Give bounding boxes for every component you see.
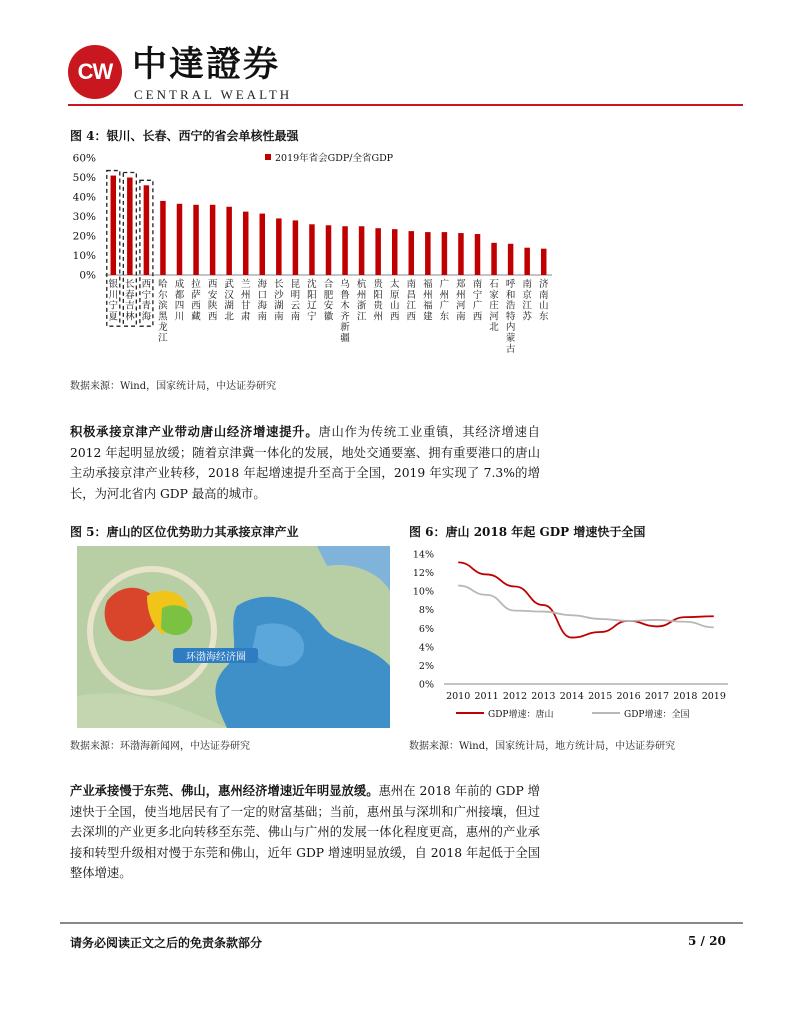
bar: [309, 224, 315, 275]
y-tick-label: 50%: [72, 172, 96, 184]
legend-label-national: GDP增速：全国: [624, 710, 690, 720]
legend-label-tangshan: GDP增速：唐山: [488, 710, 554, 720]
y-tick-label: 20%: [72, 230, 96, 243]
figure-5-source: 数据来源：环渤海新闻网，中达证券研究: [70, 741, 250, 752]
x-tick-label: 昆明云南: [290, 279, 301, 323]
bar: [127, 178, 133, 276]
x-tick-label: 南宁广西: [472, 279, 483, 323]
x-tick-label: 贵阳贵州: [373, 279, 383, 323]
bar: [524, 248, 530, 275]
bar: [442, 232, 448, 275]
footer-disclaimer: 请务必阅读正文之后的免责条款部分: [70, 936, 263, 950]
x-tick-label: 哈尔滨黑龙江: [158, 279, 168, 344]
legend-swatch: [265, 154, 271, 160]
x-tick-label: 郑州河南: [456, 279, 466, 323]
bar: [160, 201, 166, 275]
bar: [342, 226, 348, 275]
y-tick-label: 10%: [72, 250, 96, 262]
x-tick-label: 武汉湖北: [224, 279, 234, 323]
figure-6-title: 图 6：唐山 2018 年起 GDP 增速快于全国: [409, 525, 646, 539]
bar: [210, 205, 216, 275]
bar: [458, 233, 464, 275]
bar: [177, 204, 183, 275]
figure-4-bar-chart: [60, 148, 560, 378]
logo-mark: CW: [77, 59, 113, 84]
figure-5-title: 图 5：唐山的区位优势助力其承接京津产业: [70, 525, 299, 539]
y-tick-label: 8%: [418, 605, 434, 617]
axes: [413, 550, 728, 703]
legend: [265, 152, 394, 164]
y-tick-label: 14%: [412, 549, 434, 561]
x-tick-label: 2012: [502, 691, 528, 702]
bar: [359, 226, 365, 275]
x-tick-label: 西宁青海: [141, 279, 152, 323]
x-tick-label: 兰州甘肃: [240, 279, 251, 323]
x-tick-label: 乌鲁木齐新疆: [340, 279, 350, 344]
bar: [409, 231, 415, 275]
paragraph-lead: 产业承接慢于东莞、佛山，惠州经济增速近年明显放缓。: [70, 783, 379, 798]
y-tick-label: 0%: [79, 269, 96, 282]
y-tick-label: 30%: [72, 211, 96, 223]
x-tick-label: 2018: [673, 691, 698, 702]
figure-5-map: [77, 546, 390, 728]
bar: [425, 232, 431, 275]
x-tick-label: 2015: [588, 691, 613, 702]
bar: [491, 243, 497, 275]
x-tick-label: 合肥安徽: [323, 279, 334, 323]
x-tick-label: 石家庄河北: [489, 279, 499, 334]
footer-divider: [60, 922, 743, 924]
x-tick-label: 2013: [531, 691, 556, 702]
company-name: 中達證券: [132, 44, 281, 85]
x-tick-label: 拉萨西藏: [191, 279, 201, 323]
x-tick-label: 长沙湖南: [274, 279, 284, 323]
x-tick-label: 沈阳辽宁: [307, 279, 317, 323]
x-tick-label: 2014: [559, 691, 584, 702]
bar: [226, 207, 232, 275]
bar: [392, 229, 398, 275]
x-tick-label: 南京江苏: [522, 279, 532, 323]
bar: [276, 218, 282, 275]
bar: [326, 225, 332, 275]
x-tick-label: 济南山东: [538, 279, 549, 323]
y-tick-label: 6%: [418, 623, 434, 635]
bar: [375, 228, 381, 275]
x-tick-label: 杭州浙江: [356, 279, 367, 323]
y-tick-label: 12%: [412, 568, 434, 580]
y-tick-label: 40%: [72, 191, 96, 204]
y-tick-label: 4%: [418, 642, 434, 654]
paragraph-body: 惠州在 2018 年前的 GDP 增速快于全国，使当地居民有了一定的财富基础；当前，惠州虽与深圳和广州接壤，但过去深圳的产业更多北向转移至东莞、佛山与广州的发展一体化程度更高，惠州的产业承接和转型升级相对慢于东莞和佛山，近年 GDP 增速明显放缓，自 2018 年起低于全国整体增速。: [70, 784, 540, 880]
bar: [541, 249, 547, 275]
x-tick-label: 2017: [644, 691, 670, 702]
paragraph-tangshan: [70, 422, 540, 504]
y-tick-label: 60%: [72, 152, 96, 165]
x-tick-label: 西安陕西: [207, 279, 218, 323]
x-tick-label: 呼和浩特内蒙古: [505, 279, 516, 355]
legend: [456, 708, 689, 720]
series-line-1: [458, 586, 714, 628]
paragraph-huizhou: [70, 781, 540, 884]
bar: [243, 212, 249, 275]
figure-4-title: 图 4：银川、长春、西宁的省会单核性最强: [70, 129, 299, 143]
y-tick-label: 0%: [418, 679, 434, 691]
y-tick-label: 2%: [418, 660, 434, 672]
header-divider: [68, 104, 743, 106]
page-number: 5 / 20: [688, 934, 726, 948]
x-tick-label: 成都四川: [174, 279, 185, 323]
x-tick-label: 福州福建: [423, 279, 433, 323]
x-tick-label: 2010: [446, 691, 471, 702]
bar: [293, 220, 299, 275]
legend-label: 2019年省会GDP/全省GDP: [275, 153, 394, 164]
bar: [508, 244, 513, 275]
x-tick-label: 2016: [616, 691, 641, 702]
y-tick-label: 10%: [412, 586, 434, 598]
figure-6-line-chart: [404, 544, 734, 729]
bar: [111, 176, 117, 275]
x-tick-label: 银川宁夏: [108, 279, 119, 323]
figure-6-source: 数据来源：Wind，国家统计局，地方统计局，中达证券研究: [409, 741, 676, 752]
x-tick-label: 南昌江西: [406, 279, 417, 323]
bar: [260, 214, 266, 275]
series-line-0: [458, 562, 714, 637]
bar: [475, 234, 481, 275]
paragraph-lead: 积极承接京津产业带动唐山经济增速提升。: [70, 424, 319, 439]
bars: [107, 171, 549, 355]
company-english-name: CENTRAL WEALTH: [134, 87, 293, 102]
figure-4-source: 数据来源：Wind，国家统计局，中达证券研究: [70, 381, 277, 392]
bar: [193, 205, 199, 275]
x-tick-label: 海口海南: [257, 279, 268, 323]
bar: [144, 185, 150, 275]
map-label: 环渤海经济圈: [186, 652, 246, 663]
x-tick-label: 广州广东: [439, 279, 450, 323]
x-tick-label: 长春吉林: [125, 279, 135, 323]
x-tick-label: 2011: [474, 691, 499, 702]
x-tick-label: 2019: [701, 691, 726, 702]
series-lines: [458, 562, 714, 637]
paragraph-body: 唐山作为传统工业重镇，其经济增速自 2012 年起明显放缓；随着京津冀一体化的发展，地处交通要塞、拥有重要港口的唐山主动承接京津产业转移，2018 年起增速提升至高于全国，2019 年实现了 7.3%的增长，为河北省内 GDP 最高的城市。: [70, 425, 540, 501]
x-tick-label: 太原山西: [389, 279, 400, 323]
